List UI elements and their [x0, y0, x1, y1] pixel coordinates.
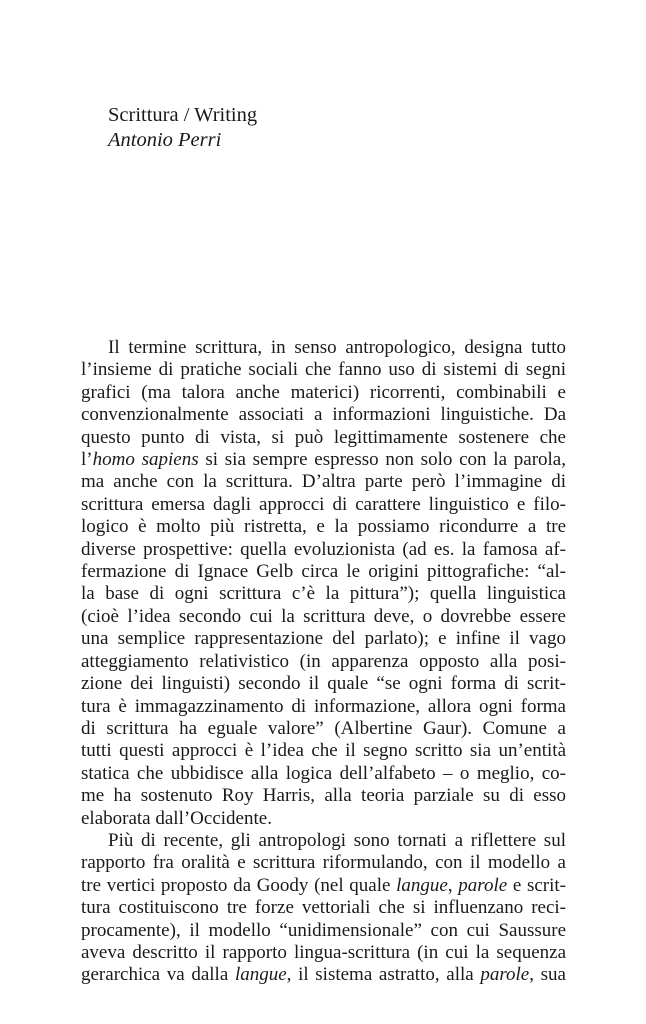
text-run: di scrittura ha eguale valore” (Albertine Gaur). Comune a: [81, 717, 566, 739]
text-run: la base di ogni scrittura c’è la pittura”); quella linguistica: [81, 583, 566, 605]
text-run: atteggiamento relativistico (in apparenza opposto alla posi-: [81, 650, 566, 672]
text-line: [81, 382, 566, 404]
text-run: l’: [81, 449, 93, 471]
paragraph: [81, 830, 566, 987]
text-run: ma anche con la scrittura. D’altra parte però l’immagine di: [81, 471, 566, 493]
text-run: me ha sostenuto Roy Harris, alla teoria parziale su di esso: [81, 785, 566, 807]
text-line: [81, 740, 566, 762]
text-line: [81, 337, 566, 359]
text-line: [81, 852, 566, 874]
text-line: [81, 897, 566, 919]
text-line: [81, 651, 566, 673]
text-line: [81, 404, 566, 426]
text-run: ,: [447, 874, 459, 896]
text-line: [81, 449, 566, 471]
text-run: diverse prospettive: quella evoluzionista (ad es. la famosa af-: [81, 538, 566, 560]
text-line: [81, 875, 566, 897]
text-line: [81, 830, 566, 852]
text-line: [81, 628, 566, 650]
text-run: gerarchica va dalla: [81, 964, 235, 986]
text-line: [81, 964, 566, 986]
text-run: aveva descritto il rapporto lingua-scrittura (in cui la sequenza: [81, 941, 566, 963]
italic-term: parole: [480, 964, 530, 986]
text-run: l’insieme di pratiche sociali che fanno uso di sistemi di segni: [81, 359, 566, 381]
text-line: [81, 808, 566, 830]
text-line: [81, 494, 566, 516]
italic-term: langue: [234, 964, 287, 986]
chapter-author: Antonio Perri: [108, 129, 222, 151]
text-run: elaborata dall’Occidente.: [81, 807, 272, 829]
text-run: Più di recente, gli antropologi sono tornati a riflettere sul: [108, 829, 566, 851]
text-run: , il sistema astratto, alla: [286, 964, 481, 986]
body-text: [81, 337, 566, 987]
text-line: [81, 920, 566, 942]
text-run: e scrit-: [507, 874, 566, 896]
italic-term: parole: [458, 874, 508, 896]
chapter-title: Scrittura / Writing: [108, 104, 258, 126]
text-run: scrittura emersa dagli approcci di carattere linguistico e filo-: [81, 493, 566, 515]
text-line: [81, 763, 566, 785]
text-line: [81, 718, 566, 740]
text-run: una semplice rappresentazione del parlato); e infine il vago: [81, 628, 566, 650]
text-line: [81, 427, 566, 449]
text-run: tre vertici proposto da Goody (nel quale: [81, 874, 397, 896]
text-run: convenzionalmente associati a informazioni linguistiche. Da: [81, 404, 566, 426]
text-run: rapporto fra oralità e scrittura riformulando, con il modello a: [81, 852, 566, 874]
paragraph: [81, 337, 566, 830]
text-run: statica che ubbidisce alla logica dell’alfabeto – o meglio, co-: [81, 762, 566, 784]
text-line: [81, 561, 566, 583]
text-line: [81, 696, 566, 718]
text-run: questo punto di vista, si può legittimamente sostenere che: [81, 426, 566, 448]
text-line: [81, 606, 566, 628]
text-run: , sua: [529, 964, 566, 986]
italic-term: langue: [396, 874, 448, 896]
text-line: [81, 583, 566, 605]
text-line: [81, 785, 566, 807]
chapter-heading: [108, 103, 257, 153]
text-run: zione dei linguisti) secondo il quale “se ogni forma di scrit-: [81, 673, 566, 695]
text-line: [81, 942, 566, 964]
text-run: Il termine scrittura, in senso antropologico, designa tutto: [108, 337, 566, 358]
text-line: [81, 673, 566, 695]
text-run: (cioè l’idea secondo cui la scrittura deve, o dovrebbe essere: [81, 605, 566, 627]
italic-term: homo sapiens: [92, 449, 199, 471]
text-run: si sia sempre espresso non solo con la parola,: [198, 449, 566, 471]
text-line: [81, 359, 566, 381]
text-line: [81, 539, 566, 561]
text-run: procamente), il modello “unidimensionale” con cui Saussure: [81, 919, 566, 941]
text-run: logico è molto più ristretta, e la possiamo ricondurre a tre: [81, 516, 566, 538]
text-line: [81, 471, 566, 493]
text-run: tutti questi approcci è l’idea che il segno scritto sia un’entità: [81, 740, 566, 762]
text-run: tura costituiscono tre forze vettoriali che si influenzano reci-: [81, 897, 566, 919]
text-run: tura è immagazzinamento di informazione, allora ogni forma: [81, 695, 566, 717]
text-line: [81, 516, 566, 538]
text-run: grafici (ma talora anche materici) ricorrenti, combinabili e: [81, 381, 566, 403]
text-run: fermazione di Ignace Gelb circa le origini pittografiche: “al-: [81, 561, 566, 583]
